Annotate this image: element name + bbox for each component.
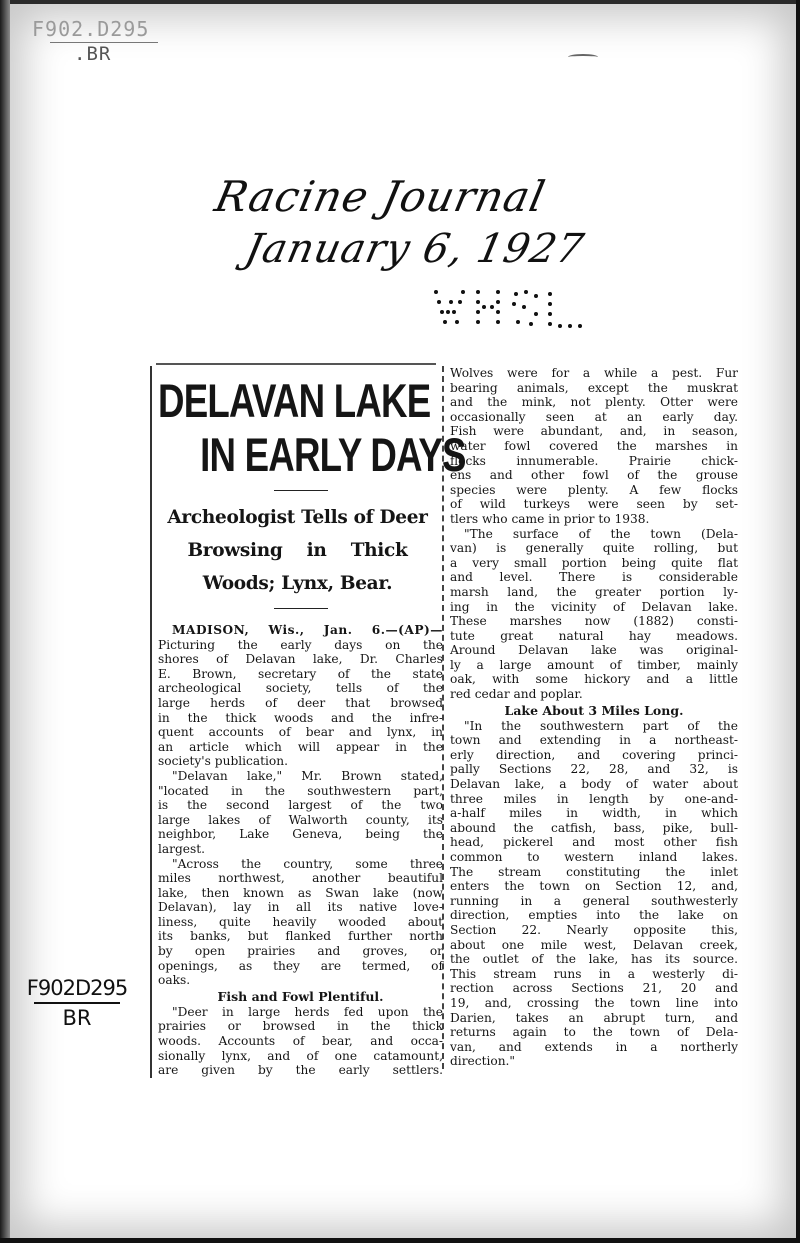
- text-line: Fish were abundant, and, in season,: [450, 424, 738, 439]
- text-line: E. Brown, secretary of the state: [158, 666, 443, 681]
- headline-line-1: DELAVAN LAKE: [158, 374, 431, 427]
- text-line: flocks innumerable. Prairie chick-: [450, 453, 738, 468]
- text-line: "Deer in large herds fed upon the: [172, 1004, 443, 1019]
- perforation-stamp: [434, 290, 584, 334]
- deck-line-2: Browsing in Thick: [187, 540, 408, 561]
- text-line: oak, with some hickory and a little: [450, 672, 738, 687]
- text-line: Section 22. Nearly opposite this,: [450, 922, 738, 937]
- text-line: Darien, takes an abrupt turn, and: [450, 1010, 738, 1025]
- section-subhead: Lake About 3 Miles Long.: [504, 702, 684, 718]
- text-line: are given by the early settlers.: [158, 1063, 443, 1078]
- article-column-left: [150, 366, 466, 1078]
- top-call-number-stamp: [32, 18, 158, 65]
- text-line: the outlet of the lake, has its source.: [450, 952, 738, 967]
- text-line: its banks, but flanked further north: [158, 929, 443, 944]
- text-line: oaks.: [158, 973, 191, 988]
- text-line: sionally lynx, and of one catamount,: [158, 1048, 443, 1063]
- newspaper-clipping: [150, 366, 738, 1078]
- text-line: species were plenty. A few flocks: [450, 482, 738, 497]
- text-line: Picturing the early days on the: [158, 637, 443, 652]
- text-line: bearing animals, except the muskrat: [450, 380, 738, 395]
- text-line: and level. There is considerable: [450, 570, 738, 585]
- deck-line-3: Woods; Lynx, Bear.: [202, 573, 393, 594]
- text-line: neighbor, Lake Geneva, being the: [158, 827, 443, 842]
- text-line: liness, quite heavily wooded about: [158, 914, 443, 929]
- text-line: ing in the vicinity of Delavan lake.: [450, 599, 738, 614]
- text-line: returns again to the town of Dela-: [450, 1025, 738, 1040]
- text-line: "In the southwestern part of the: [464, 718, 738, 733]
- text-line: Around Delavan lake was original-: [450, 643, 738, 658]
- text-line: is the second largest of the two: [158, 798, 443, 813]
- divider: [274, 608, 328, 609]
- text-line: erly direction, and covering princi-: [450, 747, 738, 762]
- text-line: "Delavan lake," Mr. Brown stated,: [172, 768, 443, 783]
- subheadline-deck: [158, 501, 437, 600]
- text-line: van, and extends in a northerly: [450, 1039, 738, 1054]
- text-line: and the mink, not plenty. Otter were: [450, 395, 738, 410]
- call-number: F902.D295: [32, 17, 150, 41]
- text-line: water fowl covered the marshes in: [450, 438, 738, 453]
- text-line: "located in the southwestern part,: [158, 783, 443, 798]
- text-line: large lakes of Walworth county, its: [158, 812, 443, 827]
- text-line: Delavan lake, a body of water about: [450, 777, 738, 792]
- text-line: largest.: [158, 841, 206, 856]
- text-line: This stream runs in a westerly di-: [450, 966, 738, 981]
- text-line: large herds of deer that browsed: [158, 695, 443, 710]
- text-line: by open prairies and groves, or: [158, 944, 443, 959]
- text-line: tute great natural hay meadows.: [450, 628, 738, 643]
- text-line: archeological society, tells of the: [158, 681, 443, 696]
- headline-line-2: IN EARLY DAYS: [200, 428, 466, 481]
- text-line: openings, as they are termed, of: [158, 958, 443, 973]
- text-line: red cedar and poplar.: [450, 687, 583, 702]
- call-number-sub: .BR: [74, 43, 112, 65]
- text-line: about one mile west, Delavan creek,: [450, 937, 738, 952]
- pencil-mark: [568, 54, 598, 60]
- text-line: lake, then known as Swan lake (now: [158, 885, 443, 900]
- scanned-page: [10, 4, 796, 1239]
- scan-edge: [0, 0, 10, 1243]
- text-line: "The surface of the town (Dela-: [464, 526, 738, 541]
- text-line: 19, and, crossing the town line into: [450, 995, 738, 1010]
- article-column-right: [442, 366, 738, 1069]
- text-line: in the thick woods and the infre-: [158, 710, 443, 725]
- text-line: running in a general southwesterly: [450, 893, 738, 908]
- text-line: Wolves were for a while a pest. Fur: [450, 366, 738, 380]
- article-body-left: [158, 623, 443, 1078]
- dateline: MADISON, Wis., Jan. 6.—(AP)—: [172, 623, 443, 637]
- text-line: three miles in length by one-and-: [450, 791, 738, 806]
- scan-edge: [0, 1238, 800, 1243]
- text-line: "Across the country, some three: [172, 856, 443, 871]
- text-line: rection across Sections 21, 20 and: [450, 981, 738, 996]
- text-line: Delavan), lay in all its native love-: [158, 900, 443, 915]
- text-line: occasionally seen at an early day.: [450, 409, 738, 424]
- text-line: pally Sections 22, 28, and 32, is: [450, 762, 738, 777]
- text-line: a very small portion being quite flat: [450, 555, 738, 570]
- side-call-number: [22, 976, 132, 1030]
- text-line: The stream constituting the inlet: [450, 864, 738, 879]
- text-line: head, pickerel and most other fish: [450, 835, 738, 850]
- handwritten-date: January 6, 1927: [241, 226, 589, 272]
- text-line: marsh land, the greater portion ly-: [450, 584, 738, 599]
- text-line: prairies or browsed in the thick: [158, 1019, 443, 1034]
- text-line: direction.": [450, 1054, 516, 1069]
- article-body-right: [450, 366, 738, 1069]
- section-subhead: Fish and Fowl Plentiful.: [217, 988, 384, 1004]
- text-line: a-half miles in width, in which: [450, 806, 738, 821]
- text-line: town and extending in a northeast-: [450, 733, 738, 748]
- text-line: miles northwest, another beautiful: [158, 871, 443, 886]
- text-line: an article which will appear in the: [158, 739, 443, 754]
- text-line: ly a large amount of timber, mainly: [450, 657, 738, 672]
- deck-line-1: Archeologist Tells of Deer: [167, 507, 428, 528]
- text-line: common to western inland lakes.: [450, 850, 738, 864]
- text-line: tlers who came in prior to 1938.: [450, 511, 650, 526]
- handwritten-source: Racine Journal: [210, 172, 550, 221]
- text-line: These marshes now (1882) consti-: [450, 614, 738, 629]
- divider: [274, 490, 328, 491]
- text-line: enters the town on Section 12, and,: [450, 879, 738, 894]
- call-number-sub: BR: [62, 1006, 92, 1030]
- text-line: woods. Accounts of bear, and occa-: [158, 1034, 443, 1049]
- text-line: van) is generally quite rolling, but: [450, 541, 738, 556]
- top-rule: [156, 363, 436, 365]
- text-line: quent accounts of bear and lynx, in: [158, 725, 443, 740]
- text-line: of wild turkeys were seen by set-: [450, 497, 738, 512]
- text-line: society's publication.: [158, 754, 288, 769]
- text-line: ens and other fowl of the grouse: [450, 468, 738, 483]
- text-line: abound the catfish, bass, pike, bull-: [450, 820, 738, 835]
- scan-edge: [796, 0, 800, 1243]
- divider: [34, 1002, 120, 1004]
- call-number: F902D295: [26, 976, 128, 1000]
- headline: [158, 374, 466, 482]
- text-line: shores of Delavan lake, Dr. Charles: [158, 652, 443, 667]
- text-line: direction, empties into the lake on: [450, 908, 738, 923]
